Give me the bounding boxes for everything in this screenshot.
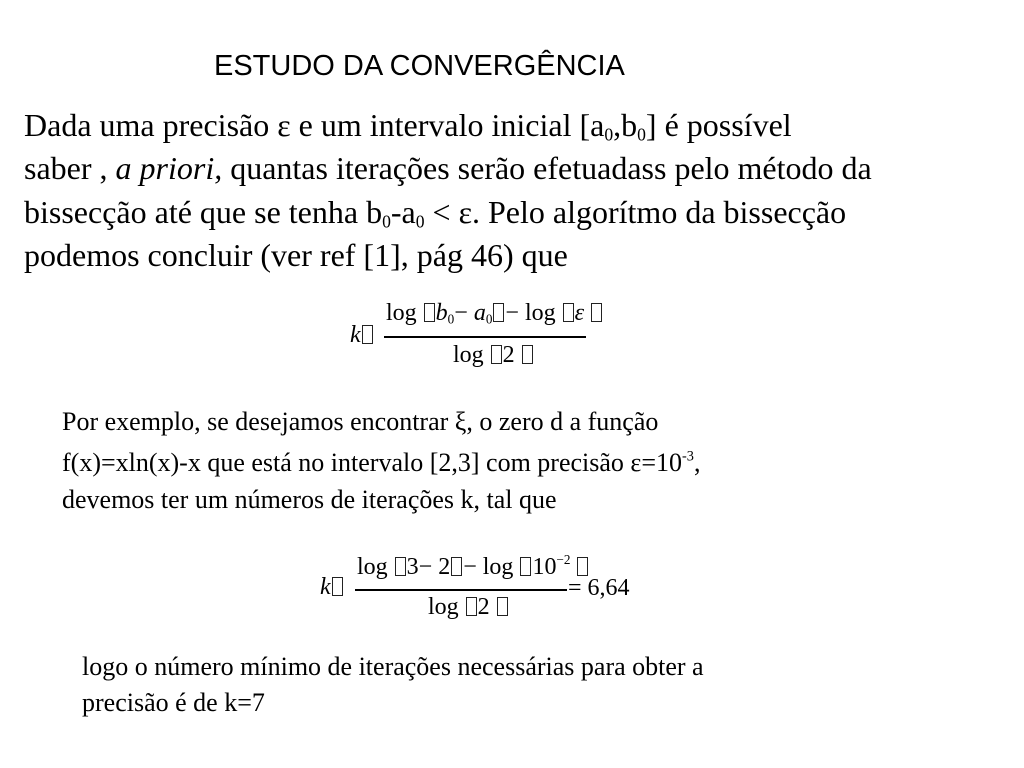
epsilon-symbol: ε (630, 448, 642, 477)
formula2-k: k (320, 574, 344, 601)
formula1-denominator: log 2 (453, 342, 534, 369)
formula1-fraction-bar (384, 336, 586, 338)
epsilon-symbol: ε (458, 194, 472, 230)
paragraph1-line2: saber , a priori, quantas iterações serão efetuadass pelo método da (24, 150, 872, 186)
paragraph3-line1: logo o número mínimo de iterações necessárias para obter a (82, 652, 704, 681)
paragraph1-line3: bissecção até que se tenha $b_0-a_0 < \varepsilon$. Pelo algorítmo da bissecção (24, 194, 847, 232)
paragraph2-line3: devemos ter um números de iterações k, tal que (62, 485, 557, 514)
paragraph2-line2: f(x)=xln(x)-x que está no intervalo [2,3] com precisão $\varepsilon=10^{-3}$, (62, 448, 701, 477)
formula2-numerator: $\log 3- 2 - \log 10^{-2}$ (357, 554, 589, 581)
paragraph1-line1: Dada uma precisão ε e um intervalo inicial $[a_0,b_0]$ é possível (24, 107, 792, 145)
epsilon-symbol: ε (277, 107, 291, 143)
xi-symbol: ξ (454, 407, 467, 436)
slide-title: ESTUDO DA CONVERGÊNCIA (214, 50, 625, 82)
formula2-fraction-bar (355, 589, 567, 591)
paragraph1-line4: podemos concluir (ver ref [1], pág 46) que (24, 237, 568, 273)
formula1-k: k (350, 322, 374, 349)
paragraph2-line1: Por exemplo, se desejamos encontrar ξ, o zero d a função (62, 407, 659, 436)
formula2-result: = 6,64 (568, 575, 630, 601)
formula1-numerator: $\log b_0- a_0 - \log \varepsilon$ (386, 300, 603, 327)
formula2-denominator: log 2 (428, 594, 509, 621)
paragraph3-line2: precisão é de k=7 (82, 688, 265, 717)
